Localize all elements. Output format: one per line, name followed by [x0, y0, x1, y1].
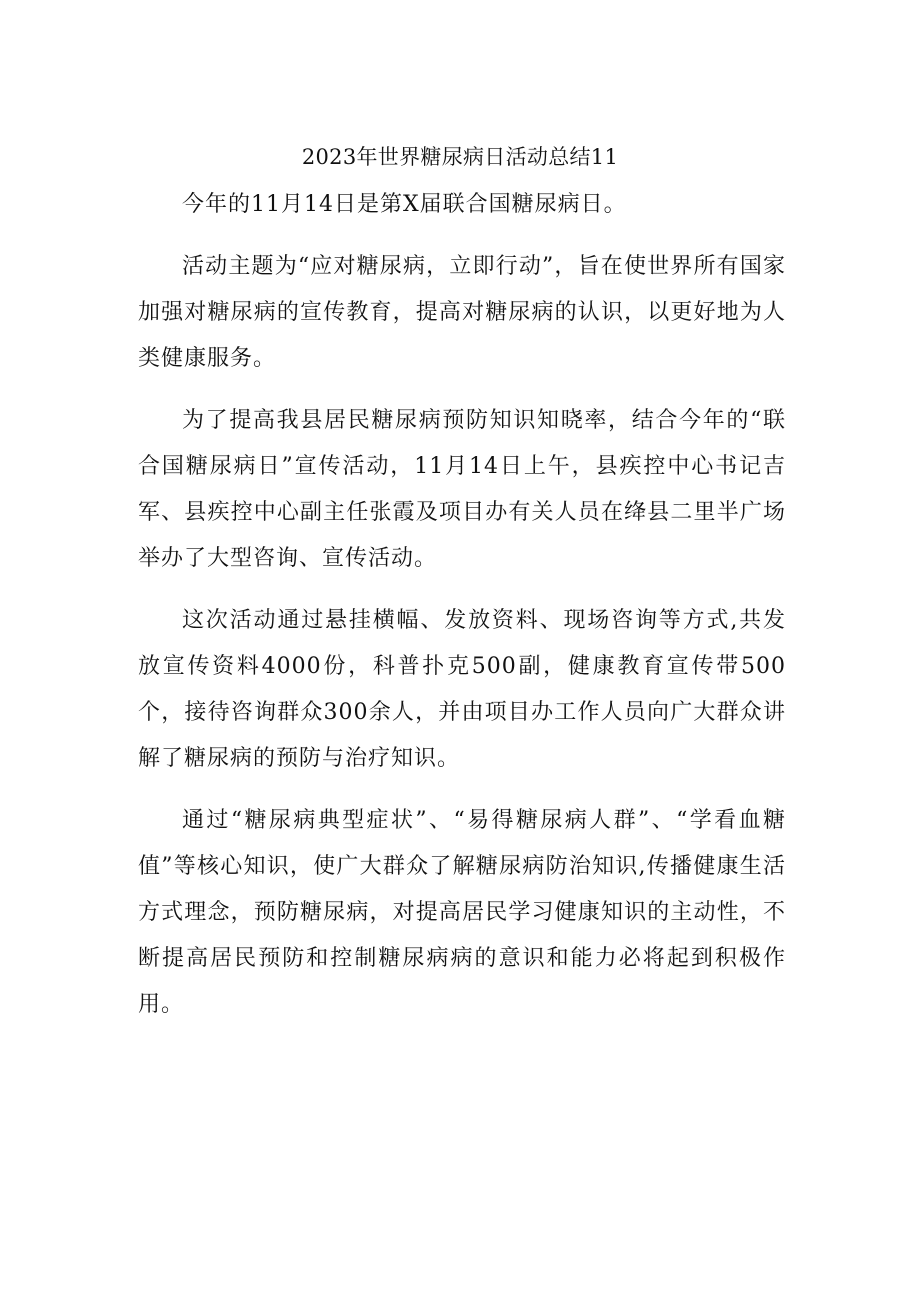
paragraph-activities: 这次活动通过悬挂横幅、发放资料、现场咨询等方式,共发放宣传资料4000份，科普扑克500副，健康教育宣传带500个，接待咨询群众300余人，并由项目办工作人员向广大群众讲解了糖尿病的预防与治疗知识。	[138, 608, 786, 771]
document-title: 2023年世界糖尿病日活动总结11	[301, 145, 619, 169]
paragraph-event: 为了提高我县居民糖尿病预防知识知晓率，结合今年的“联合国糖尿病日”宣传活动，11月14日上午，县疾控中心书记吉军、县疾控中心副主任张霞及项目办有关人员在绛县二里半广场举办了大型咨询、宣传活动。	[138, 408, 786, 571]
paragraph-date-intro: 今年的11月14日是第X届联合国糖尿病日。	[182, 192, 627, 217]
paragraph-conclusion: 通过“糖尿病典型症状”、“易得糖尿病人群”、“学看血糖值”等核心知识，使广大群众了解糖尿病防治知识,传播健康生活方式理念，预防糖尿病，对提高居民学习健康知识的主动性，不断提高居民预防和控制糖尿病病的意识和能力必将起到积极作用。	[138, 808, 786, 1017]
paragraph-theme: 活动主题为“应对糖尿病，立即行动”，旨在使世界所有国家加强对糖尿病的宣传教育，提高对糖尿病的认识，以更好地为人类健康服务。	[138, 254, 786, 371]
document-body	[138, 182, 786, 1028]
